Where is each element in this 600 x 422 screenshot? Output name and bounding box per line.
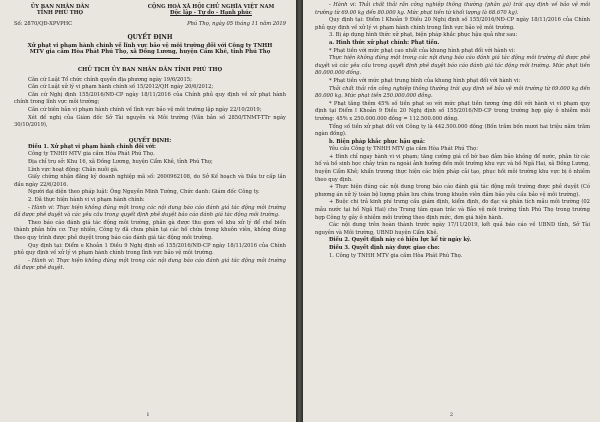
paragraph: - Hành vi: Thực hiện không đúng một trong các nội dung báo cáo đánh giá tác động môi trường đã được phê duyệt. <box>14 257 286 272</box>
document-page-2 <box>303 0 600 422</box>
paragraph: a. Hình thức xử phạt chính: Phạt tiền. <box>329 39 440 46</box>
paragraph: Lĩnh vực hoạt động: Chăn nuôi gà. <box>28 166 119 173</box>
paragraph: * Phạt tăng thêm 45% số tiền phạt so với mức phạt tiền tương ứng đối với hành vi vi phạm quy định tại Điểm l Khoản 9 Điều 20 Nghị định số 155/2016/NĐ-CP trong trường hợp gây ô nhiễm môi trường: 45% x 250.000.000 đồng = 112.500.000 đồng. <box>315 100 590 122</box>
paragraph: * Phạt tiền với mức phạt trung bình của khung hình phạt đối với hành vi: <box>329 77 521 84</box>
page-fold <box>296 0 303 422</box>
paragraph: Quy định tại: Điểm e Khoản 1 Điều 9 Nghị định số 155/2016/NĐ-CP ngày 18/11/2016 của Chính phủ quy định về xử lý vi phạm hành chính trong lĩnh vực bảo vệ môi trường. <box>14 242 286 257</box>
issuer-heading: CHỦ TỊCH ỦY BAN NHÂN DÂN TỈNH PHÚ THỌ <box>77 66 223 73</box>
paragraph: Giấy chứng nhận đăng ký doanh nghiệp mã số: 2600962108, do Sở Kế hoạch và Đầu tư cấp lần đầu ngày 22/6/2016. <box>14 174 286 188</box>
paragraph: Địa chỉ trụ sở: Khu 16, xã Đồng Lương, huyện Cẩm Khê, tỉnh Phú Thọ; <box>28 158 213 165</box>
body-text <box>14 77 286 130</box>
paragraph: b. Biện pháp khắc phục hậu quả: <box>329 138 425 145</box>
paragraph: 2. Đã thực hiện hành vi vi phạm hành chính: <box>28 196 145 203</box>
paragraph: Các nội dung trên hoàn thành trước ngày 17/11/2019, kết quả báo cáo về UBND tỉnh, Sở Tài nguyên và Môi trường, UBND huyện Cẩm Khê. <box>315 222 590 236</box>
paragraph: - Hành vi: Thải chất thải rắn công nghiệp thông thường (phân gà) trái quy định về bảo vệ môi trường từ 69.00 kg đến 80.000 kg. Mức phạt tiền từ khối lượng là 68.670 kg). <box>315 2 590 16</box>
paragraph: Người đại diện theo pháp luật: Ông Nguyễn Minh Tường, Chức danh: Giám đốc Công ty. <box>28 189 260 196</box>
doc-date: Phú Thọ, ngày 05 tháng 11 năm 2019 <box>187 20 286 27</box>
paragraph: Theo báo cáo đánh giá tác động môi trường, phân gà được thu gom về khu xử lý để chế biến thành phân hữu cơ. Tuy nhiên, Công ty đã chưa phân tại các hố chứa trong khuôn viên, không đúng theo quy trình được phê duyệt trong báo cáo đánh giá tác động môi trường. <box>14 219 286 241</box>
paragraph: Yêu cầu Công ty TNHH MTV gia cầm Hòa Phát Phú Thọ: <box>329 146 478 153</box>
paragraph: * Phạt tiền với mức phạt cao nhất của khung hình phạt đối với hành vi: <box>329 47 516 54</box>
paragraph: Căn cứ Luật Tổ chức chính quyền địa phương ngày 19/6/2015; <box>28 76 192 83</box>
doc-number: Số: 2870/QĐ-XPVPHC <box>14 20 73 27</box>
paragraph: + Buộc chi trả kinh phí trưng cầu giám định, kiểm định, đo đạc và phân tích mẫu môi trường (02 mẫu nước tại hồ Ngã Hai) cho Trung tâm quan trắc và Bảo vệ môi trường tỉnh Phú Thọ trong trường hợp Công ty gây ô nhiễm môi trường theo định mức, đơn giá hiện hành. <box>315 199 590 221</box>
document-header <box>14 4 286 17</box>
paragraph: Căn cứ Nghị định 155/2016/NĐ-CP ngày 18/11/2016 của Chính phủ quy định về xử phạt hành chính trong lĩnh vực môi trường; <box>14 91 286 106</box>
paragraph: Quy định tại: Điểm l Khoản 9 Điều 20 Nghị định số 155/2016/NĐ-CP ngày 18/11/2016 của Chính phủ quy định về xử lý vi phạm hành chính trong lĩnh vực bảo vệ môi trường. <box>315 17 590 31</box>
paragraph: Xét đề nghị của Giám đốc Sở Tài nguyên và Môi trường (Văn bản số 2850/TNMT-TTr ngày 30/10/2019), <box>14 114 286 129</box>
paragraph: + Thực hiện đúng các nội dung trong báo cáo đánh giá tác động môi trường được phê duyệt (Có phương án xử lý toàn bộ lượng phân lưu chứa trong khuôn viên đảm bảo yêu cầu bảo vệ môi trường). <box>315 184 590 198</box>
document-page-1 <box>0 0 296 422</box>
national-motto: CỘNG HOÀ XÃ HỘI CHỦ NGHĨA VIỆT NAM Độc lập - Tự do - Hạnh phúc <box>147 4 275 17</box>
paragraph: + Đình chỉ ngay hành vi vi phạm; tăng cường giá cổ bờ bao đảm bảo không để nước, phân từ các hố và hồ sinh học chảy tràn ra ngoài ảnh hưởng đến môi trường khu vực và hồ Ngã Hai, xã Đồng Lương, huyện Cẩm Khê; khẩn trương thực hiện các biện pháp cải tạo, phục hồi môi trường khu vực bị ô nhiễm theo quy định. <box>315 153 590 183</box>
issuing-authority: ỦY BAN NHÂN DÂN TỈNH PHÚ THỌ <box>30 4 90 17</box>
paragraph: - Hành vi: Thực hiện không đúng một trong các nội dung báo cáo đánh giá tác động môi trường đã được phê duyệt và các yêu cầu trong quyết định phê duyệt báo cáo đánh giá tác động môi trường. <box>14 204 286 219</box>
title-rule <box>120 58 180 59</box>
paragraph: 1. Công ty TNHH MTV gia cầm Hòa Phát Phú Thọ. <box>329 252 463 259</box>
decide-heading: QUYẾT ĐỊNH: <box>128 137 172 144</box>
decision-title: QUYẾT ĐỊNH <box>127 33 173 41</box>
paragraph: Căn cứ Luật xử lý vi phạm hành chính số 15/2012/QH ngày 20/6/2012; <box>28 84 214 91</box>
page-number: 1 <box>146 412 150 418</box>
doc-number-row <box>14 21 286 27</box>
paragraph: Thải chất thải rắn công nghiệp thông thường trái quy định về bảo vệ môi trường từ 69.000 kg đến 80.000 kg. Mức phạt tiền 250.000.000 đồng. <box>315 85 590 100</box>
paragraph: Điều 1. Xử phạt vi phạm hành chính đối với: <box>28 143 156 150</box>
body-text <box>315 2 590 260</box>
decision-subtitle: Xử phạt vi phạm hành chính về lĩnh vực bảo vệ môi trường đối với Công ty TNHH MTV gia cầm Hòa Phát Phú Thọ, xã Đồng Lương, huyện Cẩm Khê, tỉnh Phú Thọ <box>27 42 273 56</box>
paragraph: Điều 2. Quyết định này có hiệu lực kể từ ngày ký. <box>329 237 472 244</box>
paragraph: Điều 3. Quyết định này được giao cho: <box>329 245 440 251</box>
page-number: 2 <box>449 412 454 418</box>
paragraph: Tổng số tiền xử phạt đối với Công ty là 442.500.000 đồng (Bốn trăm bốn mươi hai triệu năm trăm ngàn đồng). <box>315 123 590 138</box>
paragraph: 3. Bị áp dụng hình thức xử phạt, biện pháp khắc phục hậu quả như sau: <box>329 32 518 39</box>
paragraph: Căn cứ biên bản vi phạm hành chính về lĩnh vực bảo vệ môi trường lập ngày 22/10/2019; <box>28 107 262 113</box>
paragraph: Thực hiện không đúng một trong các nội dung báo cáo đánh giá tác động môi trường đã được phê duyệt và các yêu cầu trong quyết định phê duyệt báo cáo đánh giá tác động môi trường. Mức phạt tiền 80.000.000 đồng. <box>315 55 590 77</box>
article-text <box>14 144 286 273</box>
paragraph: Công ty TNHH MTV gia cầm Hòa Phát Phú Thọ. <box>28 151 155 158</box>
